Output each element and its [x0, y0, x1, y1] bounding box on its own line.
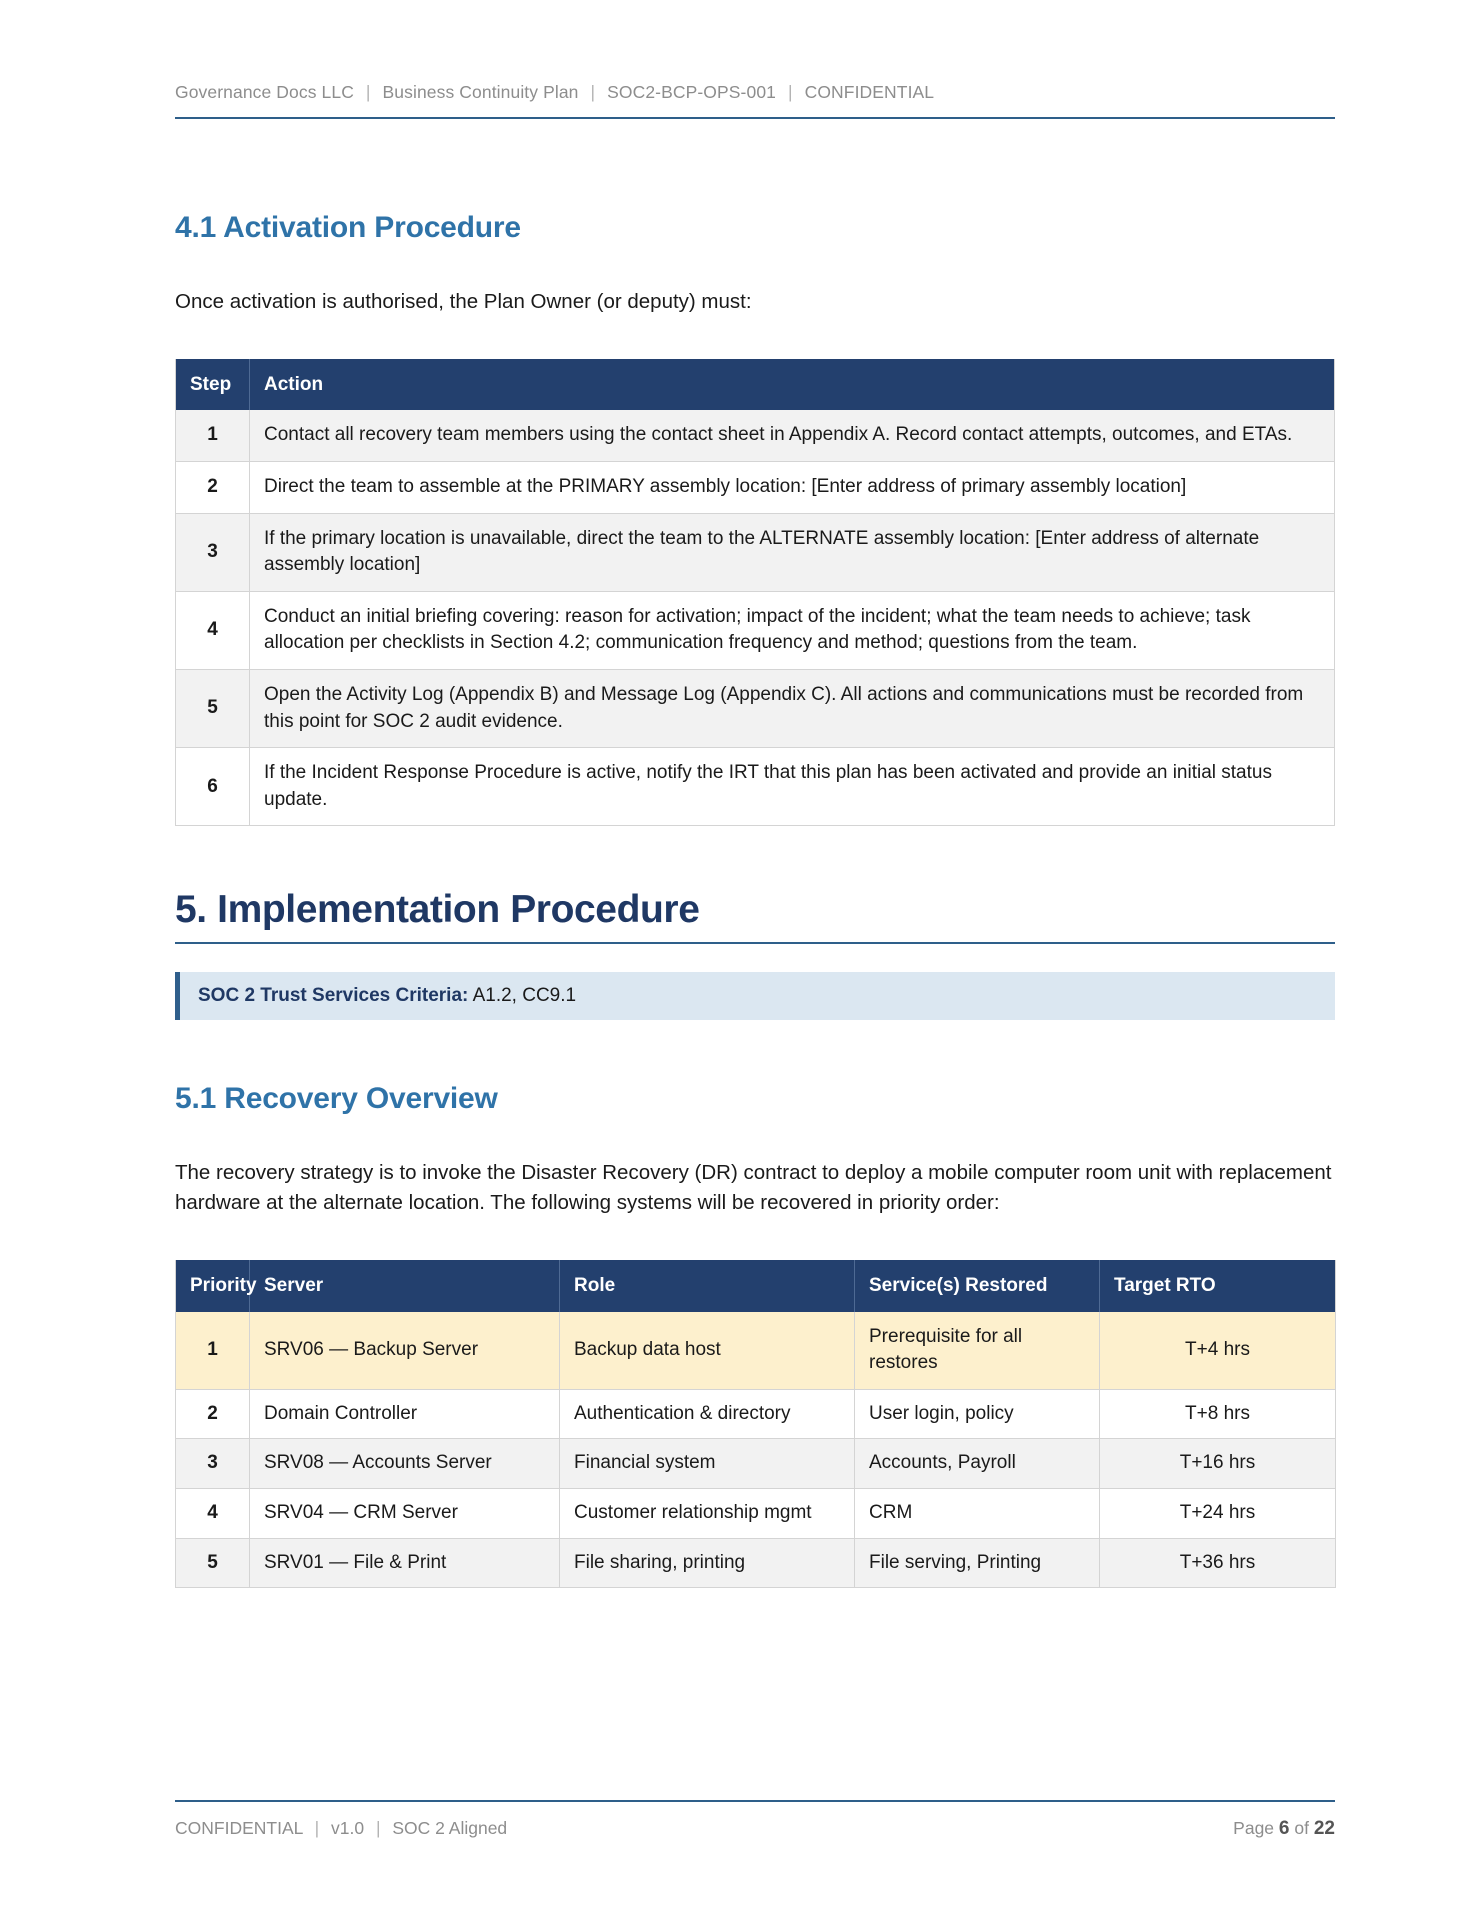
heading-5-1: 5.1 Recovery Overview — [175, 1082, 498, 1116]
cell-priority: 1 — [176, 1312, 250, 1390]
cell-services: User login, policy — [855, 1389, 1100, 1439]
column-header-action: Action — [250, 359, 1335, 411]
cell-action: Contact all recovery team members using the contact sheet in Appendix A. Record contact attempts, outcomes, and ETAs. — [250, 410, 1335, 461]
table-row — [176, 513, 1335, 591]
page-of-label: of — [1294, 1818, 1309, 1838]
cell-priority: 2 — [176, 1389, 250, 1439]
cell-action: Conduct an initial briefing covering: reason for activation; impact of the incident; what the team needs to achieve; task allocation per checklists in Section 4.2; communication frequency and method; questions from the team. — [250, 591, 1335, 669]
cell-rto: T+24 hrs — [1100, 1488, 1336, 1538]
table-row — [176, 1439, 1336, 1489]
table-row — [176, 410, 1335, 461]
cell-services: CRM — [855, 1488, 1100, 1538]
recovery-priority-table-head — [176, 1260, 1336, 1312]
cell-action: If the primary location is unavailable, direct the team to the ALTERNATE assembly location: [Enter address of alternate assembly location] — [250, 513, 1335, 591]
column-header-role: Role — [560, 1260, 855, 1312]
cell-server: SRV06 — Backup Server — [250, 1312, 560, 1390]
cell-server: SRV08 — Accounts Server — [250, 1439, 560, 1489]
page-content — [175, 0, 1335, 1588]
running-footer — [175, 1800, 1335, 1840]
header-separator-2: | — [590, 82, 596, 102]
column-header-step: Step — [176, 359, 250, 411]
cell-action: Open the Activity Log (Appendix B) and Message Log (Appendix C). All actions and communications must be recorded from this point for SOC 2 audit evidence. — [250, 670, 1335, 748]
cell-role: Financial system — [560, 1439, 855, 1489]
header-separator-1: | — [365, 82, 371, 102]
cell-action: Direct the team to assemble at the PRIMARY assembly location: [Enter address of primary assembly location] — [250, 462, 1335, 514]
column-header-target-rto: Target RTO — [1100, 1260, 1336, 1312]
paragraph-4-1-intro: Once activation is authorised, the Plan Owner (or deputy) must: — [175, 290, 752, 313]
cell-step: 1 — [176, 410, 250, 461]
header-separator-3: | — [787, 82, 793, 102]
cell-server: Domain Controller — [250, 1389, 560, 1439]
table-row — [176, 748, 1335, 826]
header-doc-title: Business Continuity Plan — [382, 82, 579, 102]
column-header-priority: Priority — [176, 1260, 250, 1312]
footer-classification: CONFIDENTIAL — [175, 1818, 303, 1838]
cell-priority: 3 — [176, 1439, 250, 1489]
cell-priority: 5 — [176, 1538, 250, 1588]
cell-step: 3 — [176, 513, 250, 591]
cell-role: Backup data host — [560, 1312, 855, 1390]
cell-rto: T+16 hrs — [1100, 1439, 1336, 1489]
cell-server: SRV01 — File & Print — [250, 1538, 560, 1588]
table-row — [176, 1538, 1336, 1588]
footer-separator-1: | — [314, 1818, 320, 1838]
activation-steps-table-body — [176, 410, 1335, 825]
recovery-priority-table-body — [176, 1312, 1336, 1588]
paragraph-5-1-intro: The recovery strategy is to invoke the Disaster Recovery (DR) contract to deploy a mobile computer room unit with replacement hardware at the alternate location. The following systems will be recovered in priority order: — [175, 1161, 1332, 1215]
header-classification: CONFIDENTIAL — [804, 82, 935, 102]
table-row — [176, 1312, 1336, 1390]
heading-4-1: 4.1 Activation Procedure — [175, 211, 521, 244]
cell-step: 4 — [176, 591, 250, 669]
cell-services: Prerequisite for all restores — [855, 1312, 1100, 1390]
running-header — [175, 0, 1335, 119]
cell-role: Authentication & directory — [560, 1389, 855, 1439]
cell-rto: T+36 hrs — [1100, 1538, 1336, 1588]
cell-action: If the Incident Response Procedure is active, notify the IRT that this plan has been activated and provide an initial status update. — [250, 748, 1335, 826]
header-org: Governance Docs LLC — [175, 82, 354, 102]
table-row — [176, 591, 1335, 669]
table-header-row — [176, 1260, 1336, 1312]
criteria-label: SOC 2 Trust Services Criteria: — [198, 985, 469, 1007]
page-total: 22 — [1313, 1818, 1335, 1839]
table-row — [176, 670, 1335, 748]
table-row — [176, 1389, 1336, 1439]
cell-step: 5 — [176, 670, 250, 748]
recovery-priority-table — [175, 1260, 1336, 1588]
footer-version: v1.0 — [331, 1818, 365, 1838]
cell-rto: T+4 hrs — [1100, 1312, 1336, 1390]
footer-left — [175, 1818, 507, 1839]
cell-services: Accounts, Payroll — [855, 1439, 1100, 1489]
footer-right — [1233, 1818, 1335, 1840]
table-row — [176, 1488, 1336, 1538]
table-header-row — [176, 359, 1335, 411]
cell-priority: 4 — [176, 1488, 250, 1538]
cell-services: File serving, Printing — [855, 1538, 1100, 1588]
header-doc-id: SOC2-BCP-OPS-001 — [607, 82, 776, 102]
table-row — [176, 462, 1335, 514]
heading-5: 5. Implementation Procedure — [175, 888, 1335, 944]
column-header-server: Server — [250, 1260, 560, 1312]
cell-server: SRV04 — CRM Server — [250, 1488, 560, 1538]
cell-role: File sharing, printing — [560, 1538, 855, 1588]
criteria-value: A1.2, CC9.1 — [472, 985, 577, 1007]
cell-step: 2 — [176, 462, 250, 514]
footer-standard: SOC 2 Aligned — [392, 1818, 508, 1838]
soc2-criteria-callout — [175, 972, 1335, 1020]
activation-steps-table-head — [176, 359, 1335, 411]
activation-steps-table — [175, 359, 1335, 827]
cell-role: Customer relationship mgmt — [560, 1488, 855, 1538]
column-header-services-restored: Service(s) Restored — [855, 1260, 1100, 1312]
cell-rto: T+8 hrs — [1100, 1389, 1336, 1439]
cell-step: 6 — [176, 748, 250, 826]
footer-separator-2: | — [375, 1818, 381, 1838]
page-number: 6 — [1278, 1818, 1290, 1839]
page-label: Page — [1233, 1818, 1275, 1838]
